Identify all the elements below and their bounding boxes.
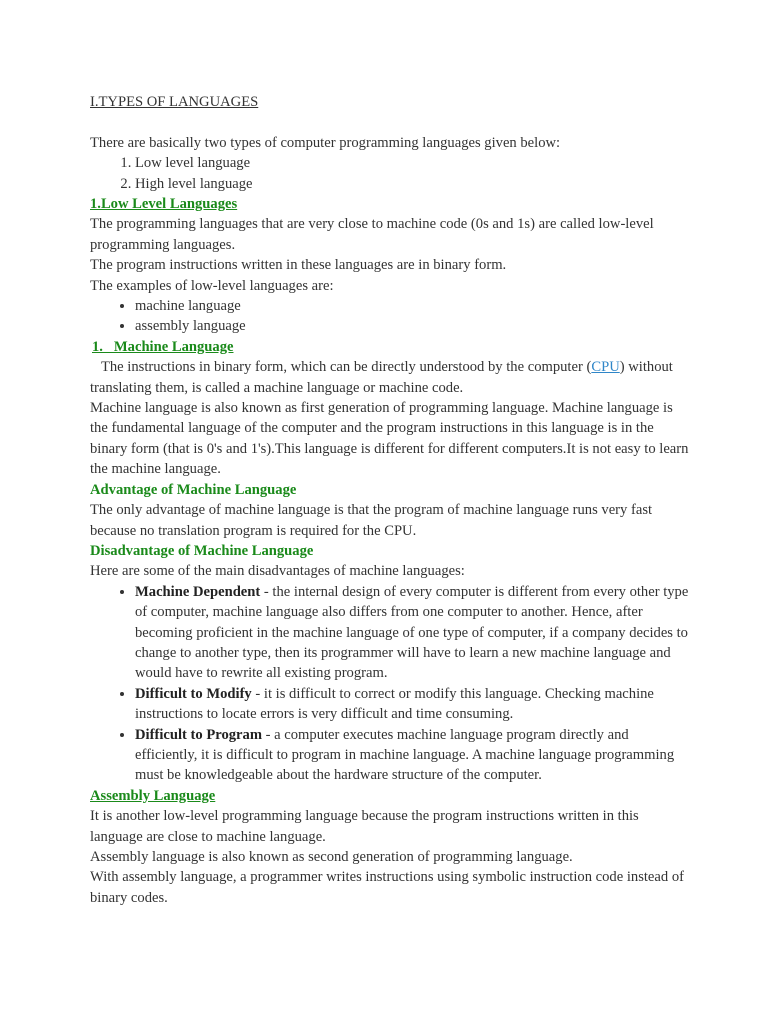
low-level-heading: 1.Low Level Languages <box>90 196 238 213</box>
machine-language-paragraph: Machine language is also known as first generation of programming language. Machine language is the fundamental language of the computer and the program instructions in this language is in the binary form (that is 0's and 1's).This language is different for different computers.It is not easy to learn the machine language. <box>90 400 689 478</box>
disadvantage-term: Machine Dependent <box>135 583 261 600</box>
machine-language-heading <box>90 337 690 357</box>
machine-language-paragraph <box>90 357 690 398</box>
disadvantage-text: - a computer executes machine language program directly and efficiently, it is difficult to program in machine language. A machine language programming must be knowledgeable about the hardware structure of the computer. <box>135 726 675 784</box>
types-list <box>90 153 690 194</box>
assembly-paragraph: It is another low-level programming language because the program instructions written in this language are close to machine language. <box>90 808 639 845</box>
page-title: I.TYPES OF LANGUAGES <box>90 94 259 110</box>
list-item <box>135 684 690 725</box>
list-item <box>135 582 690 684</box>
examples-list <box>90 296 690 337</box>
disadvantages-list <box>90 582 690 786</box>
disadvantage-intro: Here are some of the main disadvantages of machine languages: <box>90 563 465 580</box>
low-level-paragraph: The program instructions written in these languages are in binary form. <box>90 257 507 274</box>
low-level-paragraph: The programming languages that are very close to machine code (0s and 1s) are called low-level programming languages. <box>90 216 654 253</box>
disadvantage-term: Difficult to Modify <box>135 685 252 702</box>
machine-language-heading-text: 1. Machine Language <box>92 338 234 355</box>
document-content <box>90 92 690 908</box>
list-item: 1. Low level language <box>135 153 690 173</box>
assembly-paragraph: Assembly language is also known as second generation of programming language. <box>90 849 573 866</box>
intro-paragraph: There are basically two types of computer programming languages given below: <box>90 134 561 151</box>
disadvantage-term: Difficult to Program <box>135 726 262 743</box>
assembly-paragraph: With assembly language, a programmer writes instructions using symbolic instruction code instead of binary codes. <box>90 869 684 906</box>
machine-para-text: The instructions in binary form, which can be directly understood by the computer ( <box>90 359 592 376</box>
assembly-language-heading: Assembly Language <box>90 787 216 804</box>
cpu-link[interactable]: CPU <box>591 359 620 376</box>
machine-para-text: ) without translating them, is called a machine language or machine code. <box>90 359 673 396</box>
list-item: 2. High level language <box>135 174 690 194</box>
disadvantage-text: - the internal design of every computer is different from every other type of computer, machine language also differs from one computer to another. Hence, after becoming proficient in the machine language of one type of computer, if a company decides to change to another type, then its programmer will have to learn a new machine language and would have to rewrite all existing program. <box>135 583 689 682</box>
disadvantage-heading: Disadvantage of Machine Language <box>90 542 314 559</box>
list-item <box>135 725 690 786</box>
list-item: • machine language <box>135 296 690 316</box>
disadvantage-text: - it is difficult to correct or modify this language. Checking machine instructions to locate errors is very difficult and time consuming. <box>135 685 654 723</box>
advantage-heading: Advantage of Machine Language <box>90 481 297 498</box>
low-level-paragraph: The examples of low-level languages are: <box>90 277 334 294</box>
list-item: • assembly language <box>135 316 690 336</box>
advantage-paragraph: The only advantage of machine language is that the program of machine language runs very fast because no translation program is required for the CPU. <box>90 502 653 539</box>
